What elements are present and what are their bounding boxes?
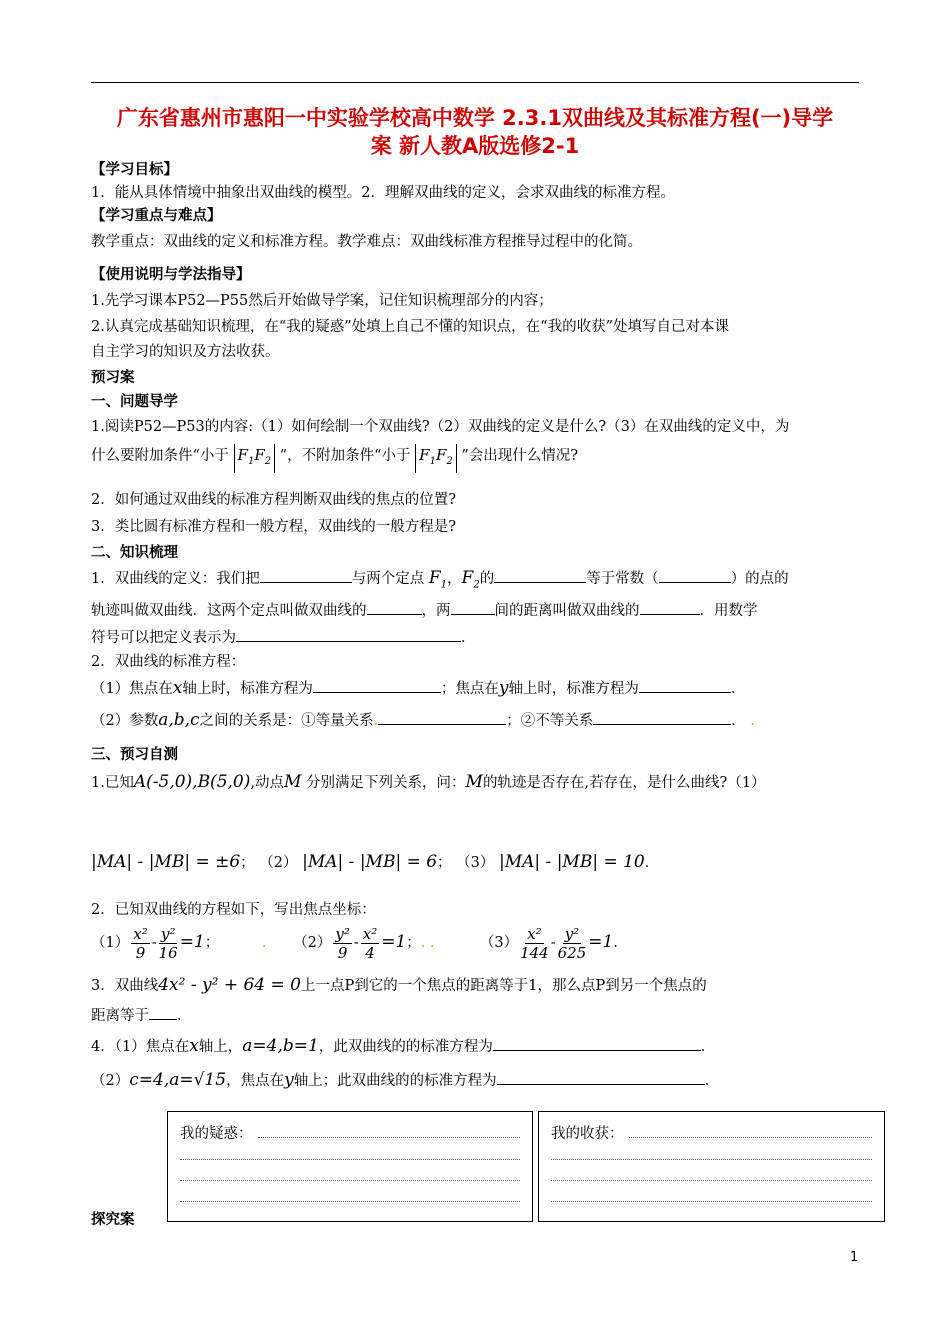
problem-3-line-2 bbox=[91, 1005, 192, 1026]
key-text: 教学重点：双曲线的定义和标准方程。教学难点：双曲线标准方程推导过程中的化简。 bbox=[91, 234, 642, 250]
blank-field[interactable] bbox=[494, 568, 586, 583]
param-text-b: 之间的关系是：①等量关系 bbox=[199, 713, 374, 729]
def2-text-d: ．用数学 bbox=[699, 603, 758, 619]
writing-line bbox=[551, 1180, 872, 1181]
p3-text-c: 距离等于 bbox=[91, 1008, 149, 1024]
m-symbol: M bbox=[465, 772, 483, 792]
p3-equation: 4x² - y² + 64 = 0 bbox=[158, 975, 301, 995]
p1-text-d: 的轨迹是否存在,若存在，是什么曲线?（1） bbox=[482, 775, 766, 791]
eq-text-e: ． bbox=[730, 681, 746, 697]
writing-line bbox=[180, 1180, 520, 1181]
def2-text-a: 轨迹叫做双曲线．这两个定点叫做双曲线的 bbox=[91, 603, 367, 619]
case-2-eq: |MA| - |MB| = 6 bbox=[302, 852, 438, 872]
x-symbol: x bbox=[172, 678, 183, 698]
writing-line bbox=[629, 1137, 872, 1138]
def-text-c: 的 bbox=[479, 571, 495, 587]
eq-text-d: 轴上时，标准方程为 bbox=[508, 681, 639, 697]
blank-field[interactable] bbox=[639, 678, 731, 693]
eq-text-c: ；焦点在 bbox=[440, 681, 499, 697]
y-symbol: y bbox=[498, 678, 509, 698]
usage-item-2a: 2.认真完成基础知识梳理，在“我的疑惑”处填上自己不懂的知识点，在“我的收获”处填写自己对本课 bbox=[91, 319, 729, 335]
question-3: 3．类比圆有标准方程和一般方程，双曲线的一般方程是? bbox=[91, 519, 456, 535]
fraction: $\frac{\text{x²}}{4}$ bbox=[362, 924, 378, 962]
blank-field[interactable] bbox=[149, 1005, 177, 1020]
gain-label: 我的收获： bbox=[551, 1126, 624, 1142]
eq-text-a: （1）焦点在 bbox=[91, 681, 173, 697]
p4-text-b: 轴上， bbox=[198, 1039, 243, 1055]
page-number: 1 bbox=[850, 1250, 859, 1265]
usage-heading: 【使用说明与学法指导】 bbox=[91, 267, 251, 283]
abc-symbols: a,b,c bbox=[158, 710, 200, 730]
blank-field[interactable] bbox=[593, 710, 731, 725]
f1-symbol: $F_1$ bbox=[428, 568, 448, 591]
p3-text-b: 上一点P到它的一个焦点的距离等于1，那么点P到另一个焦点的 bbox=[300, 978, 707, 994]
x-symbol: x bbox=[189, 1036, 199, 1056]
points-ab: A(-5,0),B(5,0) bbox=[133, 772, 251, 792]
f1f2-abs-2: $F_1F_2$ bbox=[415, 444, 457, 473]
equation-line-2: （2）参数a,b,c之间的关系是：①等量关系. ；②不等关系 ． . bbox=[91, 710, 755, 730]
section-3-heading: 三、预习自测 bbox=[91, 747, 178, 763]
blank-field[interactable] bbox=[659, 568, 731, 583]
eq-text-b: 轴上时，标准方程为 bbox=[182, 681, 313, 697]
document-title bbox=[91, 104, 859, 160]
q1b-pre: 什么要附加条件“小于 bbox=[91, 448, 229, 464]
case-2-label: （2） bbox=[259, 855, 298, 871]
fraction: $\frac{\text{y²}}{625}$ bbox=[557, 924, 587, 962]
writing-line bbox=[258, 1137, 520, 1138]
question-1b bbox=[91, 444, 578, 473]
writing-line bbox=[180, 1159, 520, 1160]
problem-1 bbox=[91, 772, 766, 793]
blank-field[interactable] bbox=[451, 600, 495, 615]
definition-line-3 bbox=[91, 627, 476, 648]
def-text-b: 与两个定点 bbox=[351, 571, 425, 587]
def3-text-b: ． bbox=[461, 630, 476, 646]
fraction: $\frac{\text{x²}}{144}$ bbox=[520, 924, 549, 962]
p4-text-h: ． bbox=[704, 1073, 720, 1089]
preview-heading: 预习案 bbox=[91, 370, 135, 386]
usage-item-2b: 自主学习的知识及方法收获。 bbox=[91, 344, 280, 360]
question-1a: 1.阅读P52—P53的内容:（1）如何绘制一个双曲线?（2）双曲线的定义是什么?（3）在双曲线的定义中，为 bbox=[91, 419, 790, 435]
param-text-a: （2）参数 bbox=[91, 713, 159, 729]
p4-params-1: a=4,b=1 bbox=[242, 1036, 319, 1056]
p4-text-e: （2） bbox=[91, 1073, 130, 1089]
explore-heading: 探究案 bbox=[91, 1212, 135, 1228]
case-3-eq: |MA| - |MB| = 10 bbox=[499, 852, 645, 872]
writing-line bbox=[551, 1159, 872, 1160]
title-line-2: 案 新人教A版选修2-1 bbox=[370, 134, 580, 158]
definition-line-2 bbox=[91, 600, 758, 621]
problem-4-line-2 bbox=[91, 1070, 719, 1091]
q1b-mid: ”，不附加条件“小于 bbox=[279, 448, 411, 464]
param-text-c: ；②不等关系 bbox=[506, 713, 594, 729]
key-heading: 【学习重点与难点】 bbox=[91, 208, 222, 224]
problem-3-line-1 bbox=[91, 975, 707, 996]
writing-line bbox=[551, 1201, 872, 1202]
def-text-e: ）的点的 bbox=[730, 571, 789, 587]
q1b-post: ”会出现什么情况? bbox=[461, 448, 579, 464]
p3-text-a: 3．双曲线 bbox=[91, 978, 159, 994]
blank-field[interactable] bbox=[493, 1036, 701, 1051]
goals-heading: 【学习目标】 bbox=[91, 162, 178, 178]
blank-field[interactable] bbox=[236, 627, 461, 642]
section-1-heading: 一、问题导学 bbox=[91, 394, 178, 410]
m-symbol: M bbox=[283, 772, 302, 792]
definition-line-1: 1．双曲线的定义：我们把 与两个定点 $F_1$，$F_2$的 等于常数（ ）的点的 bbox=[91, 568, 789, 591]
p4-text-a: 4．（1）焦点在 bbox=[91, 1039, 190, 1055]
p4-text-c: ，此双曲线的的标准方程为 bbox=[318, 1039, 493, 1055]
fraction: $\frac{\text{y²}}{9}$ bbox=[335, 924, 350, 962]
param-text-d: ． bbox=[731, 713, 746, 729]
equation-heading: 2．双曲线的标准方程： bbox=[91, 654, 246, 670]
p3-text-d: ． bbox=[177, 1008, 192, 1024]
writing-line bbox=[180, 1201, 520, 1202]
blank-field[interactable] bbox=[260, 568, 352, 583]
case-1-eq: |MA| - |MB| = ±6 bbox=[91, 852, 241, 872]
p1-text-c: 分别满足下列关系，问： bbox=[306, 775, 466, 791]
doubt-label: 我的疑惑： bbox=[180, 1126, 253, 1142]
p4-params-2: c=4,a=√15 bbox=[129, 1070, 227, 1090]
blank-field[interactable] bbox=[497, 1070, 705, 1085]
problem-4-line-1 bbox=[91, 1036, 715, 1057]
usage-item-1: 1.先学习课本P52—P55然后开始做导学案，记住知识梳理部分的内容； bbox=[91, 293, 553, 309]
f1f2-abs-1: $F_1F_2$ bbox=[234, 444, 276, 473]
def3-text-a: 符号可以把定义表示为 bbox=[91, 630, 236, 646]
p1-text-b: ,动点 bbox=[250, 775, 284, 791]
case-3-label: （3） bbox=[456, 855, 495, 871]
blank-field[interactable] bbox=[367, 600, 422, 615]
def-text-d: 等于常数（ bbox=[586, 571, 659, 587]
fraction: $\frac{\text{x²}}{9}$ bbox=[133, 924, 148, 962]
p2-label-3: （3） bbox=[479, 935, 519, 951]
blank-field[interactable] bbox=[313, 678, 441, 693]
y-symbol: y bbox=[284, 1070, 294, 1090]
p4-text-d: ． bbox=[700, 1039, 716, 1055]
goals-text: 1．能从具体情境中抽象出双曲线的模型。2．理解双曲线的定义，会求双曲线的标准方程。 bbox=[91, 185, 675, 201]
question-2: 2．如何通过双曲线的标准方程判断双曲线的焦点的位置? bbox=[91, 492, 456, 508]
p2-label-2: （2） bbox=[293, 935, 332, 951]
p1-text-a: 1.已知 bbox=[91, 775, 134, 791]
p4-text-f: ，焦点在 bbox=[226, 1073, 285, 1089]
def2-text-c: 间的距离叫做双曲线的 bbox=[494, 603, 640, 619]
blank-field[interactable] bbox=[378, 710, 506, 725]
section-2-heading: 二、知识梳理 bbox=[91, 545, 178, 561]
top-rule bbox=[91, 82, 859, 83]
problem-2-equations: （1） $\frac{\text{x²}}{9}$ - $\frac{\text{y²}}{16}$ =1； . （2） $\frac{\text{y²}}{9}$ - $\frac{\text{x²}}{4}$ =1；. . （3） $\frac{\text{x²}}{144}$ - $\frac{\text{y²}}{625}$ =1． bbox=[91, 924, 628, 962]
doubt-box[interactable] bbox=[167, 1111, 533, 1222]
fraction: $\frac{\text{y²}}{16}$ bbox=[158, 924, 178, 962]
def-text-a: 1．双曲线的定义：我们把 bbox=[91, 571, 260, 587]
f2-symbol: $F_2$ bbox=[461, 568, 480, 591]
p4-text-g: 轴上；此双曲线的的标准方程为 bbox=[293, 1073, 497, 1089]
title-line-1: 广东省惠州市惠阳一中实验学校高中数学 2.3.1双曲线及其标准方程(一)导学 bbox=[116, 106, 834, 130]
def2-text-b: ，两 bbox=[421, 603, 451, 619]
blank-field[interactable] bbox=[640, 600, 700, 615]
problem-2: 2．已知双曲线的方程如下，写出焦点坐标： bbox=[91, 902, 376, 918]
gain-box[interactable] bbox=[538, 1111, 885, 1222]
p2-label-1: （1） bbox=[91, 935, 130, 951]
equation-line-1 bbox=[91, 678, 745, 699]
problem-1-cases: |MA| - |MB| = ±6； （2） |MA| - |MB| = 6； （3） |MA| - |MB| = 10． bbox=[91, 852, 660, 872]
